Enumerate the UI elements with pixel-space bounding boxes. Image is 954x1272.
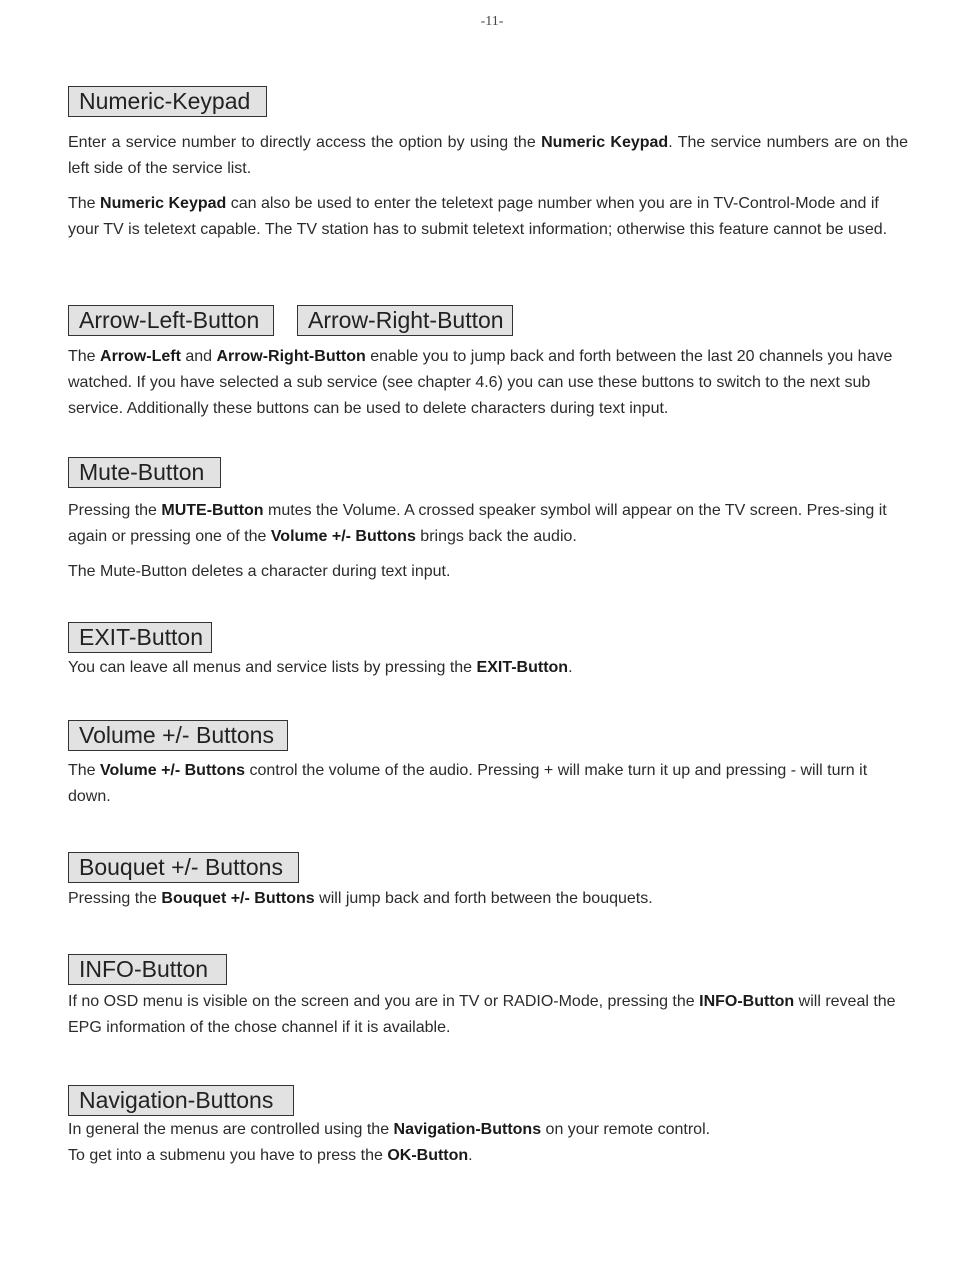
heading-mute-button: Mute-Button xyxy=(68,457,221,488)
paragraph-navigation-buttons-2 xyxy=(68,1143,908,1169)
paragraph-bouquet-buttons xyxy=(68,886,908,912)
text-run: enable you to jump back and forth between the last 20 channels you have watched. If you have selected a sub service (see chapter 4.6) you can use these buttons to switch to the next sub service. Additionally these buttons can be used to delete characters during text input. xyxy=(68,348,893,417)
heading-bouquet-buttons: Bouquet +/- Buttons xyxy=(68,852,299,883)
text-run: The xyxy=(68,762,101,779)
bold-term: Navigation-Buttons xyxy=(393,1121,542,1138)
text-run: If no OSD menu is visible on the screen and you are in TV or RADIO-Mode, pressing the xyxy=(68,993,700,1010)
heading-info-button: INFO-Button xyxy=(68,954,227,985)
heading-volume-buttons: Volume +/- Buttons xyxy=(68,720,288,751)
text-run: brings back the audio. xyxy=(415,528,577,545)
bold-term: Volume +/- Buttons xyxy=(270,528,416,545)
heading-arrow-right-button: Arrow-Right-Button xyxy=(297,305,513,336)
paragraph-mute-button-2 xyxy=(68,559,908,585)
bold-term: Arrow-Right-Button xyxy=(216,348,366,365)
text-run: Pressing the xyxy=(68,890,162,907)
text-run: Pressing the xyxy=(68,502,162,519)
text-run: . xyxy=(468,1147,473,1164)
text-run: mutes the Volume. A crossed speaker symbol will appear on the TV screen. Pres-sing it again or pressing one of the xyxy=(68,502,887,545)
bold-term: Numeric Keypad xyxy=(100,195,227,212)
heading-navigation-buttons: Navigation-Buttons xyxy=(68,1085,294,1116)
text-run: Enter a service number to directly access the option by using the xyxy=(68,134,542,151)
text-run: will jump back and forth between the bouquets. xyxy=(314,890,653,907)
bold-term: Arrow-Left xyxy=(100,348,181,365)
text-run: on your remote control. xyxy=(541,1121,711,1138)
heading-numeric-keypad: Numeric-Keypad xyxy=(68,86,267,117)
text-run: will reveal the EPG information of the chose channel if it is available. xyxy=(68,993,896,1036)
bold-term: Numeric Keypad xyxy=(541,134,669,151)
text-run: . The service numbers are on the left side of the service list. xyxy=(68,134,909,177)
paragraph-info-button xyxy=(68,989,908,1041)
text-run: The xyxy=(68,348,101,365)
paragraph-numeric-keypad-1 xyxy=(68,130,908,182)
page-number: -11- xyxy=(480,14,504,29)
paragraph-navigation-buttons-1 xyxy=(68,1117,908,1143)
heading-exit-button: EXIT-Button xyxy=(68,622,212,653)
text-run: To get into a submenu you have to press the xyxy=(68,1147,388,1164)
text-run: can also be used to enter the teletext page number when you are in TV-Control-Mode and if your TV is teletext capable. The TV station has to submit teletext information; otherwise this feature cannot be used. xyxy=(68,195,888,238)
bold-term: Volume +/- Buttons xyxy=(100,762,246,779)
paragraph-volume-buttons xyxy=(68,758,908,810)
bold-term: EXIT-Button xyxy=(476,659,569,676)
text-run: The xyxy=(68,195,101,212)
paragraph-arrow-buttons xyxy=(68,344,908,422)
text-run: control the volume of the audio. Pressing + will make turn it up and pressing - will turn it down. xyxy=(68,762,868,805)
paragraph-exit-button xyxy=(68,655,908,681)
text-run: You can leave all menus and service lists by pressing the xyxy=(68,659,477,676)
bold-term: MUTE-Button xyxy=(161,502,264,519)
heading-arrow-left-button: Arrow-Left-Button xyxy=(68,305,274,336)
text-run: . xyxy=(568,659,573,676)
bold-term: INFO-Button xyxy=(699,993,795,1010)
text-run: The Mute-Button deletes a character during text input. xyxy=(68,563,451,580)
paragraph-mute-button-1 xyxy=(68,498,908,550)
paragraph-numeric-keypad-2 xyxy=(68,191,908,243)
bold-term: Bouquet +/- Buttons xyxy=(161,890,315,907)
text-run: and xyxy=(180,348,217,365)
bold-term: OK-Button xyxy=(387,1147,469,1164)
text-run: In general the menus are controlled using the xyxy=(68,1121,394,1138)
